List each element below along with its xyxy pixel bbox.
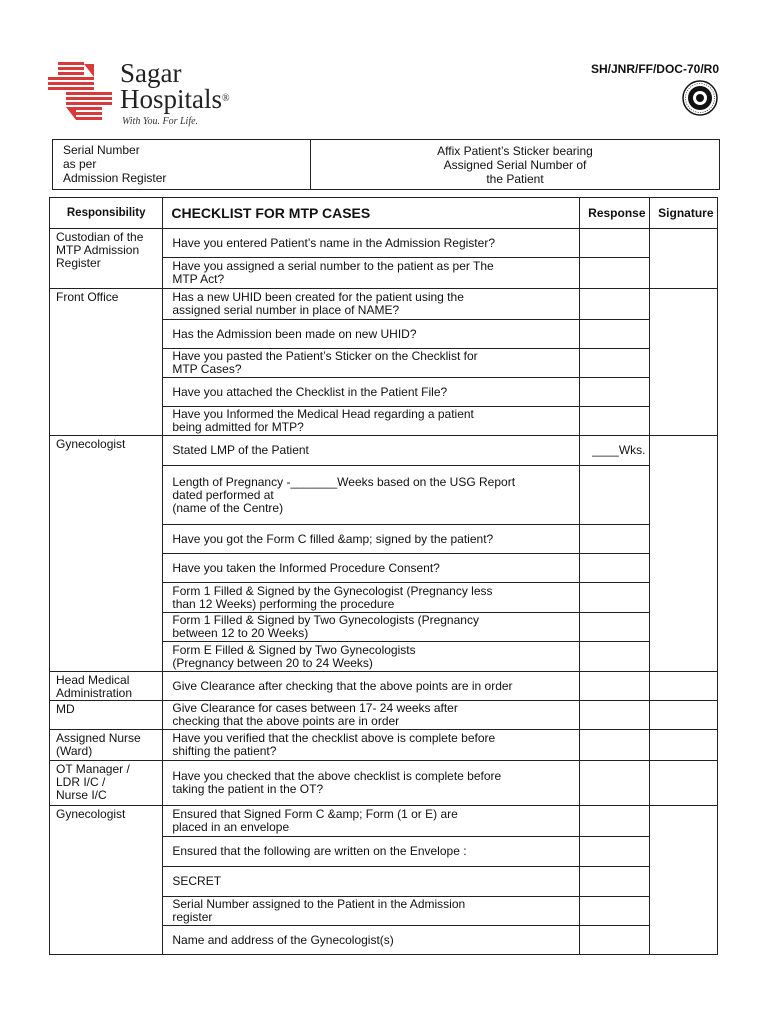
response-cell[interactable] [580,672,650,701]
table-row [50,701,718,730]
checklist-question [163,378,580,407]
question-text: (Pregnancy between 20 to 24 Weeks) [172,655,373,670]
question-text: MTP Act? [172,272,225,286]
responsibility-label: Head Medical [56,673,130,687]
responsibility-label: Gynecologist [56,437,126,451]
response-cell[interactable] [580,583,650,613]
question-text: Form 1 Filled & Signed by the Gynecologist (Pregnancy less [172,583,493,598]
question-text: SECRET [172,874,222,888]
question-text: Name and address of the Gynecologist(s) [172,932,394,947]
responsibility-label: Nurse I/C [56,788,107,802]
question-text: shifting the patient? [172,744,277,758]
question-text: between 12 to 20 Weeks) [172,626,309,640]
question-text: Length of Pregnancy -_______Weeks based on the USG Report [172,474,516,489]
registered-mark: ® [222,93,230,104]
signature-cell[interactable] [650,701,718,730]
response-cell[interactable] [580,525,650,554]
column-header-responsibility: Responsibility [50,198,163,229]
responsibility-cell [50,730,163,761]
responsibility-label: Administration [56,686,133,700]
nabh-seal-icon [682,80,718,116]
question-text: Stated LMP of the Patient [172,443,309,457]
sagar-logo-mark-icon [48,62,112,124]
responsibility-cell [50,289,163,436]
checklist-question [163,897,580,926]
table-row [50,672,718,701]
signature-cell[interactable] [650,730,718,761]
table-row [50,436,718,466]
question-text: Have you attached the Checklist in the Patient File? [172,384,448,399]
responsibility-label: MD [56,702,75,716]
response-cell[interactable] [580,897,650,926]
response-cell[interactable] [580,349,650,378]
response-cell[interactable]: ____Wks. [580,436,650,466]
question-text: Have you checked that the above checklist is complete before [172,769,502,783]
question-text: Form 1 Filled & Signed by Two Gynecologists (Pregnancy [172,613,479,627]
question-text: taking the patient in the OT? [172,782,324,796]
checklist-question [163,320,580,349]
responsibility-cell [50,701,163,730]
response-cell[interactable] [580,613,650,642]
question-text: dated performed at [172,487,274,502]
response-cell[interactable] [580,730,650,761]
responsibility-label: (Ward) [56,744,93,758]
responsibility-label: Gynecologist [56,807,126,821]
checklist-question [163,613,580,642]
response-cell[interactable] [580,926,650,955]
checklist-question [163,466,580,525]
checklist-question [163,289,580,320]
response-cell[interactable] [580,229,650,258]
question-text: being admitted for MTP? [172,420,304,434]
brand-line-1: Sagar [120,58,182,88]
responsibility-cell [50,229,163,289]
question-text: Have you assigned a serial number to the patient as per The [172,259,494,273]
checklist-question [163,436,580,466]
question-text: register [172,910,213,924]
responsibility-label: OT Manager / [56,762,130,776]
checklist-question [163,229,580,258]
checklist-question [163,349,580,378]
question-text: assigned serial number in place of NAME? [172,303,400,317]
hospital-logo [48,58,278,127]
response-cell[interactable] [580,837,650,867]
response-cell[interactable] [580,320,650,349]
responsibility-label: MTP Admission [56,243,140,257]
question-text: Ensured that Signed Form C &amp; Form (1 or E) are [172,807,458,821]
response-cell[interactable] [580,554,650,583]
brand-line-2: Hospitals [120,84,223,114]
checklist-question [163,701,580,730]
responsibility-cell [50,672,163,701]
response-cell[interactable] [580,378,650,407]
response-cell[interactable] [580,258,650,289]
question-text: Have you entered Patient’s name in the Admission Register? [172,235,495,250]
responsibility-cell [50,806,163,955]
question-text: Have you taken the Informed Procedure Consent? [172,560,440,575]
table-row [50,806,718,837]
responsibility-label: Register [56,256,101,270]
checklist-question [163,837,580,867]
checklist-title: CHECKLIST FOR MTP CASES [163,198,580,229]
checklist-question [163,761,580,806]
question-text: Form E Filled & Signed by Two Gynecologists [172,642,416,657]
mtp-checklist-table [49,197,718,955]
tagline: With You. For Life. [122,116,199,127]
responsibility-label: Front Office [56,290,119,304]
column-header-response: Response [580,198,650,229]
checklist-question [163,554,580,583]
question-text: Give Clearance after checking that the above points are in order [172,678,513,693]
response-cell[interactable] [580,642,650,672]
checklist-question [163,642,580,672]
checklist-question [163,867,580,897]
response-cell[interactable] [580,867,650,897]
document-code: SH/JNR/FF/DOC-70/R0 [590,62,719,76]
question-text: than 12 Weeks) performing the procedure [172,596,395,611]
question-text: Has a new UHID been created for the patient using the [172,290,464,304]
signature-cell[interactable] [650,761,718,806]
responsibility-cell [50,761,163,806]
checklist-question [163,806,580,837]
responsibility-label: Assigned Nurse [56,731,141,745]
question-text: Have you verified that the checklist above is complete before [172,731,496,745]
checklist-question [163,730,580,761]
response-cell[interactable] [580,289,650,320]
table-row [50,730,718,761]
responsibility-label: LDR I/C / [56,775,106,789]
checklist-question [163,672,580,701]
signature-cell[interactable] [650,229,718,289]
question-text: Have you pasted the Patient’s Sticker on the Checklist for [172,349,478,363]
response-cell[interactable] [580,466,650,525]
response-cell[interactable] [580,806,650,837]
question-text: Have you Informed the Medical Head regarding a patient [172,407,474,421]
checklist-question [163,525,580,554]
serial-number-box [52,139,720,190]
checklist-question [163,407,580,436]
question-text: (name of the Centre) [172,500,284,515]
checklist-question [163,258,580,289]
signature-cell[interactable] [650,672,718,701]
question-text: Ensured that the following are written on the Envelope : [172,844,467,858]
signature-cell[interactable] [650,289,718,436]
responsibility-cell [50,436,163,672]
table-row [50,761,718,806]
question-text: Serial Number assigned to the Patient in the Admission [172,897,466,911]
signature-cell[interactable] [650,436,718,672]
patient-sticker-area[interactable]: Affix Patient’s Sticker bearing Assigned Serial Number of the Patient [437,144,593,186]
table-row [50,229,718,258]
question-text: placed in an envelope [172,820,290,834]
response-cell[interactable] [580,761,650,806]
checklist-question [163,583,580,613]
response-cell[interactable] [580,407,650,436]
serial-number-label: Serial Number as per Admission Register [53,140,311,189]
question-text: MTP Cases? [172,362,242,376]
question-text: Give Clearance for cases between 17- 24 weeks after [172,701,458,715]
question-text: checking that the above points are in order [172,714,400,728]
responsibility-label: Custodian of the [56,230,144,244]
brand-name [120,60,230,127]
table-header-row [50,198,718,229]
signature-cell[interactable] [650,806,718,955]
response-cell[interactable] [580,701,650,730]
question-text: Has the Admission been made on new UHID? [172,326,417,341]
question-text: Have you got the Form C filled &amp; signed by the patient? [172,531,494,546]
checklist-question [163,926,580,955]
column-header-signature: Signature [650,198,718,229]
table-row [50,289,718,320]
